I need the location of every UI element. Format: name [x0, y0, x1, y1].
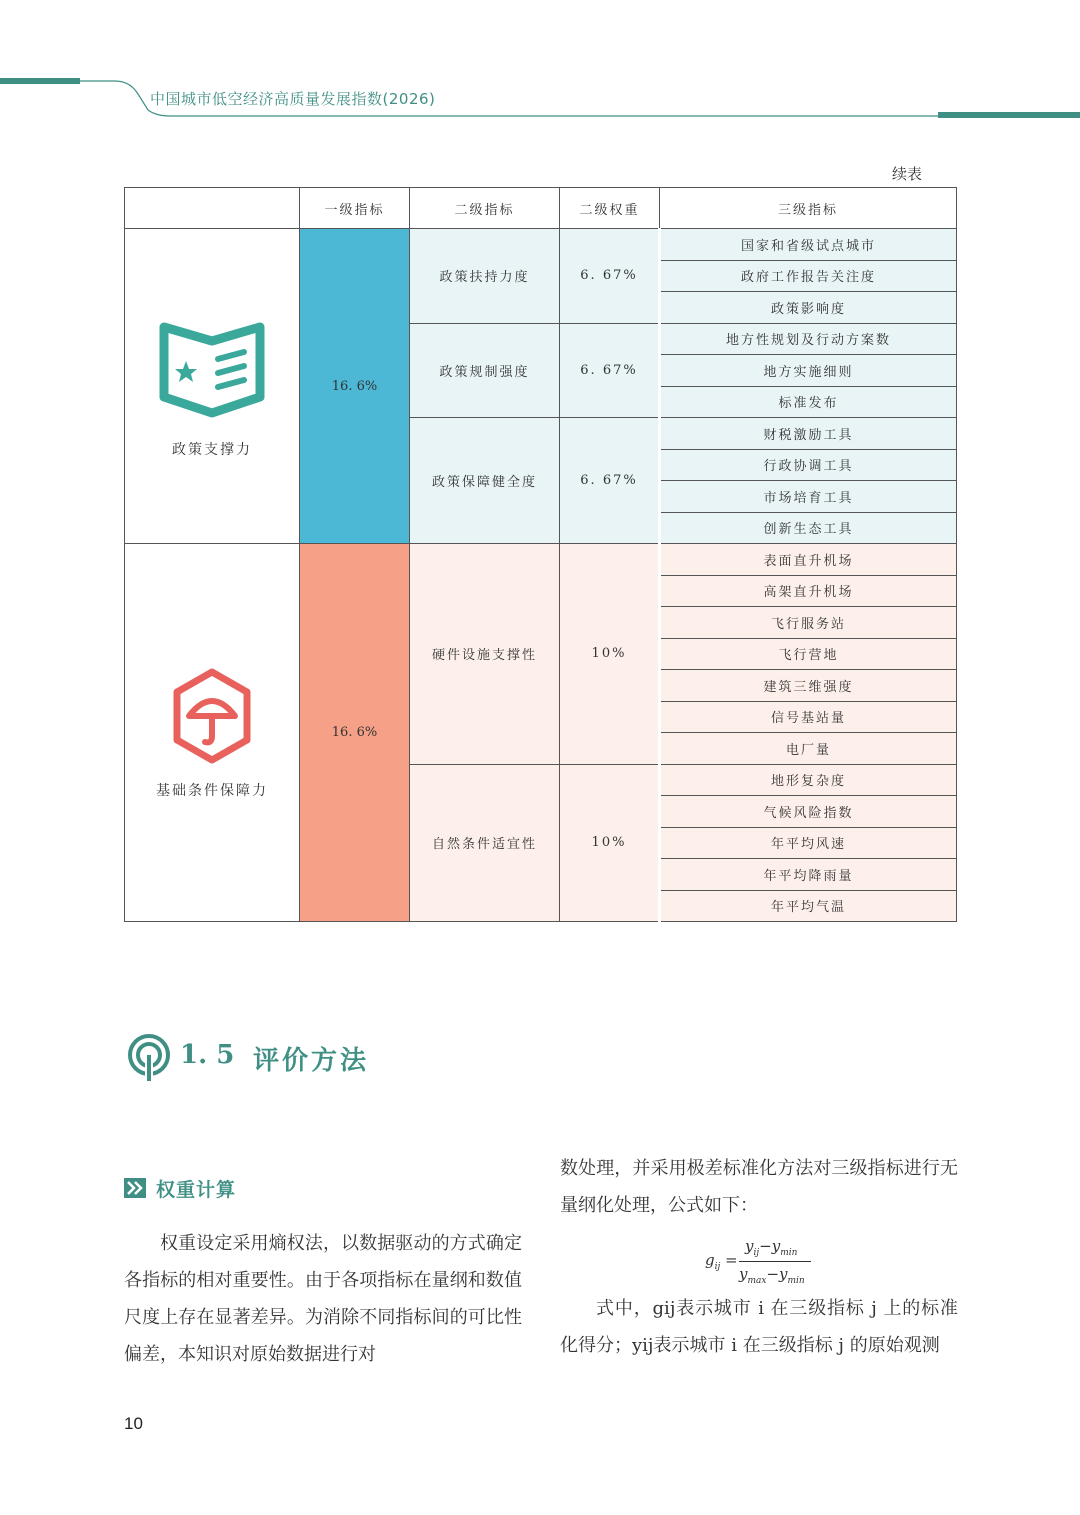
category-label: 政策支撑力 — [172, 442, 252, 458]
level2-weight-cell: 10% — [560, 544, 660, 765]
umbrella-shield-icon — [167, 666, 257, 766]
table-header-cell: 二级指标 — [410, 188, 560, 229]
table-header-cell: 一级指标 — [300, 188, 410, 229]
table-header-row — [125, 188, 957, 229]
level3-cell: 地方实施细则 — [660, 355, 957, 387]
level3-cell: 电厂量 — [660, 733, 957, 765]
formula-lhs: $g_{ij}$ = — [705, 1251, 738, 1272]
level2-name-cell: 硬件设施支撑性 — [410, 544, 560, 765]
level3-cell: 政府工作报告关注度 — [660, 260, 957, 292]
level1-weight-cell: 16. 6% — [300, 229, 410, 544]
header-accent-bar-right — [938, 112, 1080, 118]
continuation-label: 续表 — [892, 165, 923, 183]
table-row — [125, 544, 957, 576]
body-paragraph-right-top: 数处理，并采用极差标准化方法对三级指标进行无量纲化处理，公式如下： — [560, 1158, 958, 1216]
table-header-cell: 二级权重 — [560, 188, 660, 229]
subsection-title: 权重计算 — [156, 1179, 237, 1201]
level3-cell: 建筑三维强度 — [660, 670, 957, 702]
formula-fraction-bar — [739, 1261, 811, 1262]
level2-weight-cell: 6. 67% — [560, 229, 660, 324]
page-number: 10 — [124, 1414, 143, 1433]
level3-cell: 年平均风速 — [660, 827, 957, 859]
level2-weight-cell: 10% — [560, 764, 660, 922]
level3-cell: 飞行营地 — [660, 638, 957, 670]
level2-name-cell: 政策扶持力度 — [410, 229, 560, 324]
section-signal-icon — [124, 1033, 174, 1083]
level3-cell: 创新生态工具 — [660, 512, 957, 544]
level3-cell: 地方性规划及行动方案数 — [660, 323, 957, 355]
level2-name-cell: 自然条件适宜性 — [410, 764, 560, 922]
category-cell — [125, 544, 300, 922]
normalization-formula — [705, 1234, 815, 1290]
table-header-cell: 三级指标 — [660, 188, 957, 229]
level2-weight-cell: 6. 67% — [560, 418, 660, 544]
level3-cell: 年平均气温 — [660, 890, 957, 922]
level3-cell: 表面直升机场 — [660, 544, 957, 576]
category-cell — [125, 229, 300, 544]
body-paragraph-left: 权重设定采用熵权法，以数据驱动的方式确定各指标的相对重要性。由于各项指标在量纲和数值尺度上存在显著差异。为消除不同指标间的可比性偏差，本知识对原始数据进行对 — [124, 1233, 522, 1365]
section-title: 评价方法 — [253, 1046, 370, 1076]
section-number: 1. 5 — [180, 1040, 235, 1070]
level2-name-cell: 政策规制强度 — [410, 323, 560, 418]
body-paragraph-right-bottom: 式中，gij表示城市 i 在三级指标 j 上的标准化得分；yij表示城市 i 在三级指标 j 的原始观测 — [560, 1298, 958, 1356]
category-label: 基础条件保障力 — [156, 782, 268, 799]
header-title: 中国城市低空经济高质量发展指数(2026) — [150, 90, 436, 108]
level1-weight-cell: 16. 6% — [300, 544, 410, 922]
level3-cell: 气候风险指数 — [660, 796, 957, 828]
level3-cell: 飞行服务站 — [660, 607, 957, 639]
policy-book-icon — [156, 313, 268, 425]
formula-numerator: $y_{ij}-y_{min}$ — [745, 1237, 798, 1258]
double-chevron-icon — [124, 1178, 146, 1198]
level3-cell: 年平均降雨量 — [660, 859, 957, 891]
level3-cell: 财税激励工具 — [660, 418, 957, 450]
level3-cell: 市场培育工具 — [660, 481, 957, 513]
level3-cell: 信号基站量 — [660, 701, 957, 733]
level3-cell: 标准发布 — [660, 386, 957, 418]
level3-cell: 高架直升机场 — [660, 575, 957, 607]
level3-cell: 行政协调工具 — [660, 449, 957, 481]
formula-denominator: $y_{max}-y_{min}$ — [739, 1265, 805, 1286]
level2-weight-cell: 6. 67% — [560, 323, 660, 418]
indicator-table — [124, 187, 957, 922]
level3-cell: 地形复杂度 — [660, 764, 957, 796]
table-header-cell — [125, 188, 300, 229]
table-row — [125, 229, 957, 261]
level2-name-cell: 政策保障健全度 — [410, 418, 560, 544]
level3-cell: 政策影响度 — [660, 292, 957, 324]
level3-cell: 国家和省级试点城市 — [660, 229, 957, 261]
